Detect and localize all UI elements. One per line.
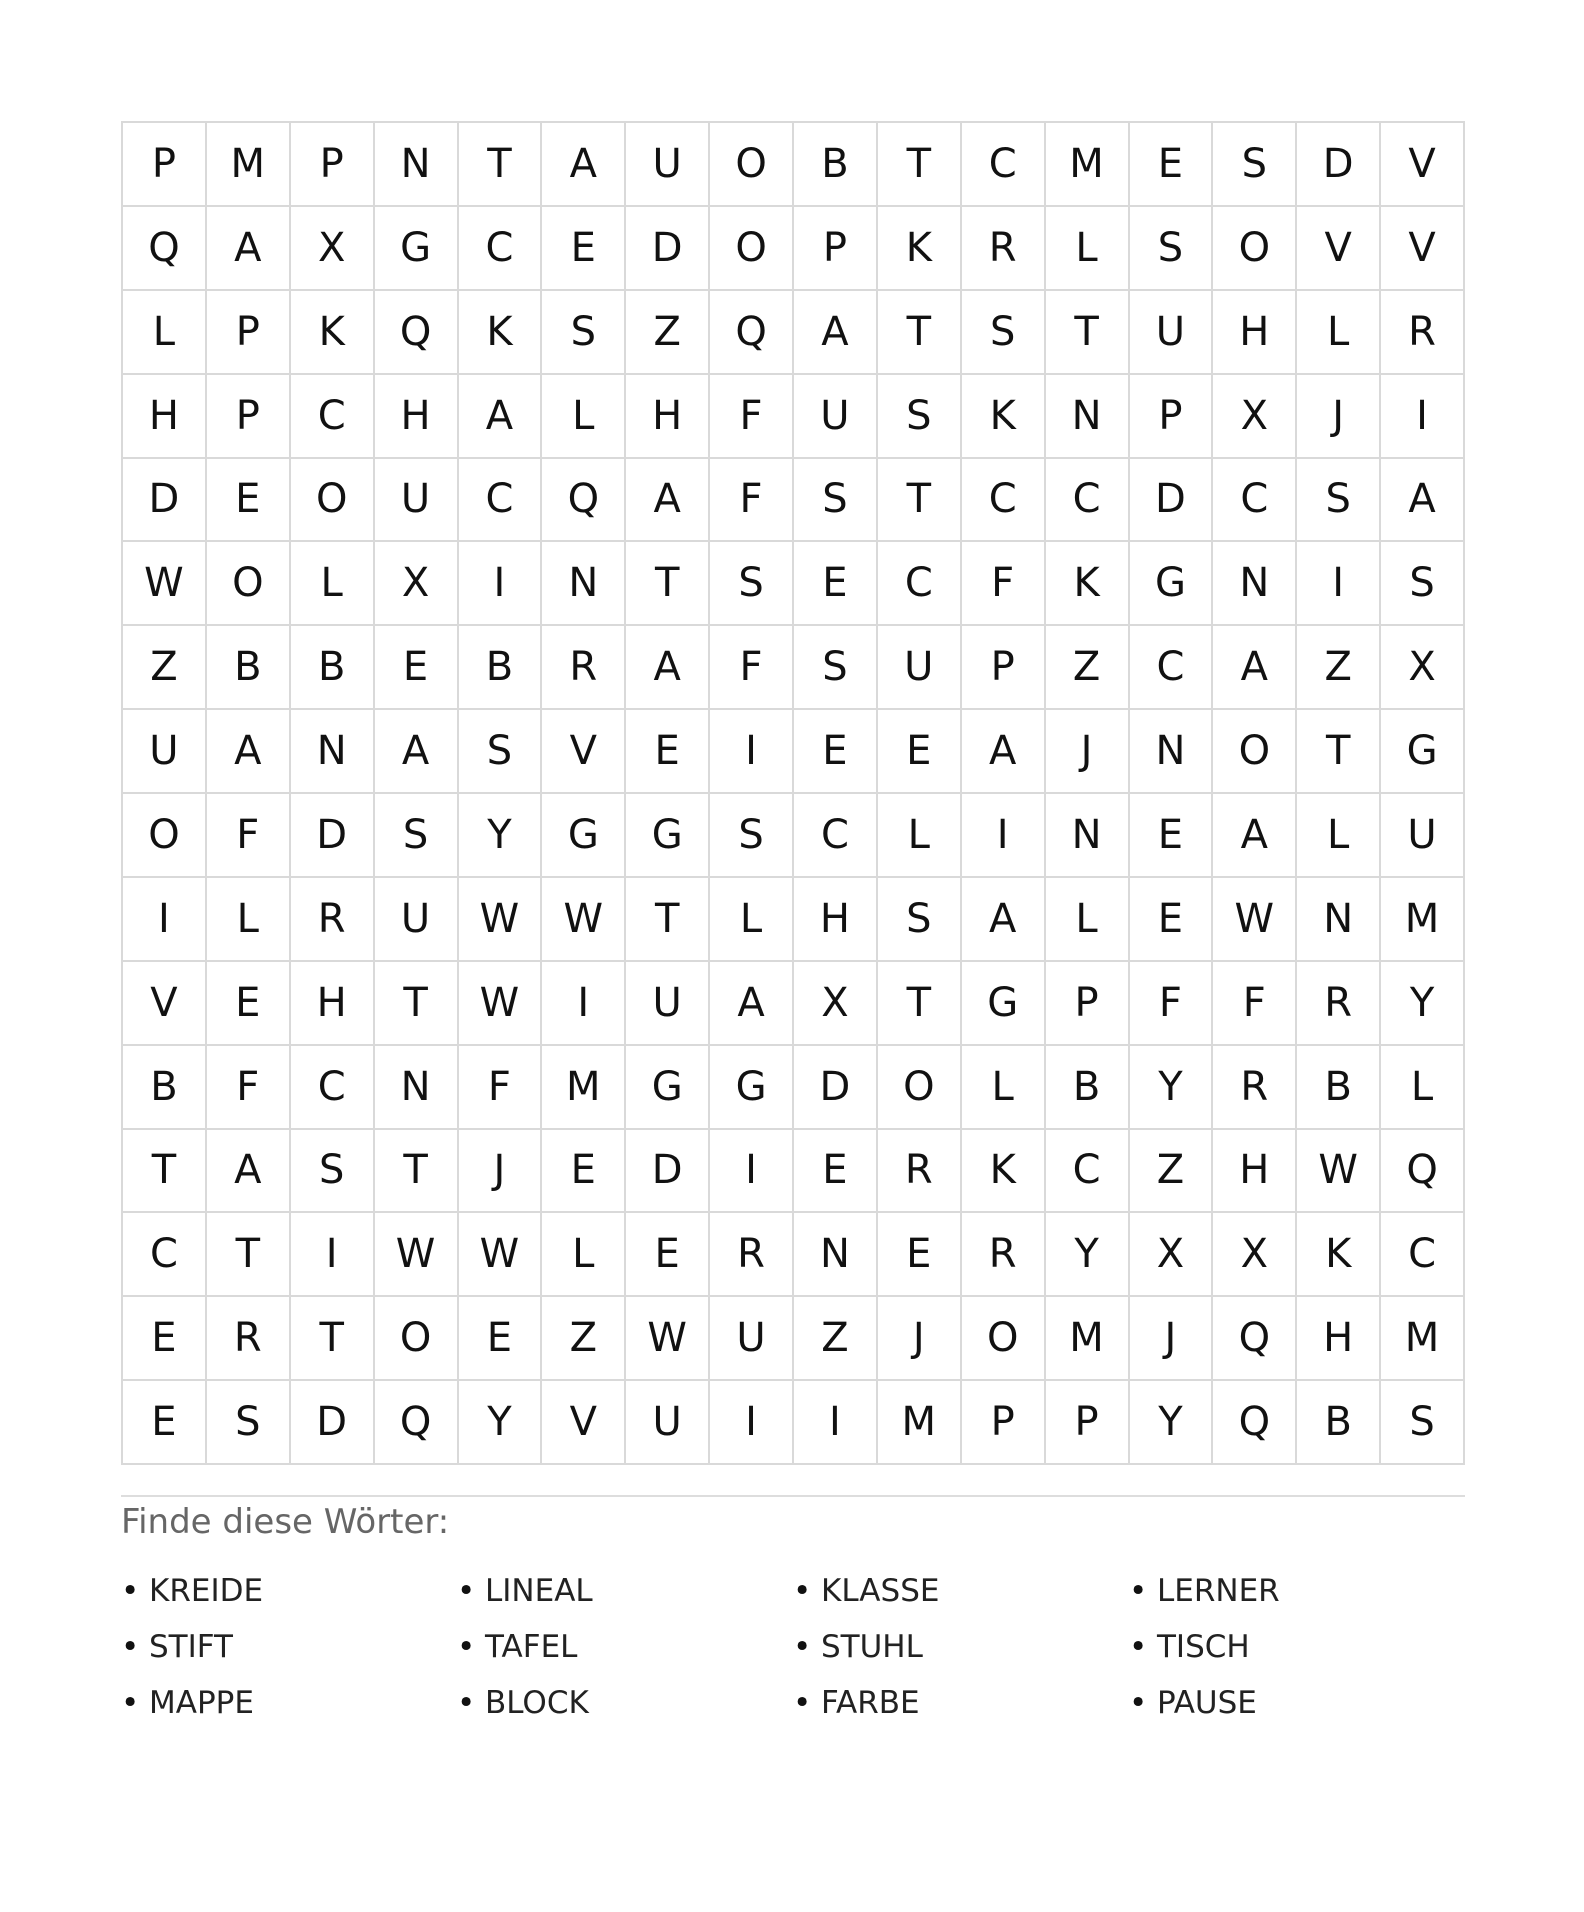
target-word: TISCH (1157, 1629, 1250, 1665)
grid-cell[interactable]: T (1297, 710, 1381, 794)
bullet-icon: • (457, 1629, 476, 1665)
grid-cell[interactable]: P (794, 207, 878, 291)
word-list-item (793, 1619, 1129, 1675)
grid-cell[interactable]: L (542, 1213, 626, 1297)
grid-cell[interactable]: W (459, 1213, 543, 1297)
word-list-item (457, 1675, 793, 1731)
grid-cell[interactable]: S (1297, 459, 1381, 543)
grid-cell[interactable]: I (542, 962, 626, 1046)
grid-cell[interactable]: U (794, 375, 878, 459)
grid-cell[interactable]: M (1046, 123, 1130, 207)
grid-cell[interactable]: A (962, 878, 1046, 962)
word-list-item (457, 1619, 793, 1675)
grid-cell[interactable]: W (459, 962, 543, 1046)
grid-cell[interactable]: I (123, 878, 207, 962)
grid-cell[interactable]: B (459, 626, 543, 710)
grid-cell[interactable]: Y (1130, 1381, 1214, 1465)
grid-cell[interactable]: S (710, 542, 794, 626)
grid-cell[interactable]: R (962, 207, 1046, 291)
grid-cell[interactable]: P (1046, 1381, 1130, 1465)
grid-cell[interactable]: N (1046, 794, 1130, 878)
grid-cell[interactable]: Q (710, 291, 794, 375)
grid-cell[interactable]: S (207, 1381, 291, 1465)
grid-cell[interactable]: U (1381, 794, 1465, 878)
grid-cell[interactable]: U (626, 1381, 710, 1465)
grid-cell[interactable]: D (626, 207, 710, 291)
grid-cell[interactable]: E (542, 1130, 626, 1214)
grid-cell[interactable]: O (1213, 207, 1297, 291)
grid-cell[interactable]: F (1130, 962, 1214, 1046)
bullet-icon: • (1129, 1573, 1148, 1609)
grid-cell[interactable]: X (291, 207, 375, 291)
word-list-item (121, 1619, 457, 1675)
grid-cell[interactable]: O (962, 1297, 1046, 1381)
grid-cell[interactable]: E (123, 1297, 207, 1381)
grid-cell[interactable]: A (1381, 459, 1465, 543)
grid-cell[interactable]: A (1213, 626, 1297, 710)
grid-cell[interactable]: C (123, 1213, 207, 1297)
grid-cell[interactable]: P (1046, 962, 1130, 1046)
grid-cell[interactable]: I (710, 1130, 794, 1214)
grid-cell[interactable]: T (878, 459, 962, 543)
bullet-icon: • (793, 1629, 812, 1665)
grid-cell[interactable]: F (710, 459, 794, 543)
grid-cell[interactable]: Q (1213, 1381, 1297, 1465)
grid-cell[interactable]: I (710, 1381, 794, 1465)
grid-cell[interactable]: C (1046, 459, 1130, 543)
target-word: STIFT (149, 1629, 233, 1665)
grid-cell[interactable]: C (1046, 1130, 1130, 1214)
grid-cell[interactable]: S (1130, 207, 1214, 291)
grid-cell[interactable]: O (291, 459, 375, 543)
grid-cell[interactable]: Q (1213, 1297, 1297, 1381)
grid-cell[interactable]: K (962, 375, 1046, 459)
grid-cell[interactable]: T (626, 542, 710, 626)
grid-cell[interactable]: U (375, 459, 459, 543)
bullet-icon: • (1129, 1685, 1148, 1721)
grid-cell[interactable]: D (291, 1381, 375, 1465)
grid-cell[interactable]: W (542, 878, 626, 962)
grid-cell[interactable]: A (626, 459, 710, 543)
divider (121, 1495, 1465, 1497)
target-word: FARBE (821, 1685, 920, 1721)
grid-cell[interactable]: U (375, 878, 459, 962)
grid-cell[interactable]: E (794, 710, 878, 794)
grid-cell[interactable]: M (878, 1381, 962, 1465)
grid-cell[interactable]: V (1381, 207, 1465, 291)
grid-cell[interactable]: C (962, 459, 1046, 543)
grid-cell[interactable]: M (207, 123, 291, 207)
grid-cell[interactable]: D (794, 1046, 878, 1130)
grid-cell[interactable]: A (962, 710, 1046, 794)
grid-cell[interactable]: T (123, 1130, 207, 1214)
grid-cell[interactable]: Z (1130, 1130, 1214, 1214)
grid-cell[interactable]: Q (542, 459, 626, 543)
grid-cell[interactable]: D (626, 1130, 710, 1214)
grid-cell[interactable]: H (291, 962, 375, 1046)
grid-cell[interactable]: Z (542, 1297, 626, 1381)
grid-cell[interactable]: E (626, 1213, 710, 1297)
grid-cell[interactable]: M (542, 1046, 626, 1130)
grid-cell[interactable]: N (291, 710, 375, 794)
grid-cell[interactable]: Q (375, 291, 459, 375)
grid-cell[interactable]: M (1381, 1297, 1465, 1381)
grid-cell[interactable]: R (291, 878, 375, 962)
grid-cell[interactable]: S (1381, 1381, 1465, 1465)
grid-cell[interactable]: K (878, 207, 962, 291)
grid-cell[interactable]: L (123, 291, 207, 375)
grid-cell[interactable]: Q (1381, 1130, 1465, 1214)
grid-cell[interactable]: A (207, 710, 291, 794)
grid-cell[interactable]: Y (1381, 962, 1465, 1046)
grid-cell[interactable]: T (459, 123, 543, 207)
grid-cell[interactable]: E (626, 710, 710, 794)
grid-cell[interactable]: S (878, 878, 962, 962)
grid-cell[interactable]: I (1297, 542, 1381, 626)
grid-cell[interactable]: U (710, 1297, 794, 1381)
grid-cell[interactable]: L (1297, 794, 1381, 878)
grid-cell[interactable]: L (1297, 291, 1381, 375)
grid-cell[interactable]: R (542, 626, 626, 710)
grid-cell[interactable]: A (794, 291, 878, 375)
grid-cell[interactable]: G (710, 1046, 794, 1130)
grid-cell[interactable]: M (1381, 878, 1465, 962)
grid-cell[interactable]: Z (1297, 626, 1381, 710)
grid-cell[interactable]: L (291, 542, 375, 626)
grid-cell[interactable]: T (1046, 291, 1130, 375)
grid-cell[interactable]: C (459, 459, 543, 543)
grid-cell[interactable]: S (962, 291, 1046, 375)
grid-cell[interactable]: G (962, 962, 1046, 1046)
grid-cell[interactable]: O (710, 207, 794, 291)
target-word: LINEAL (485, 1573, 593, 1609)
grid-cell[interactable]: E (459, 1297, 543, 1381)
grid-cell[interactable]: L (962, 1046, 1046, 1130)
grid-cell[interactable]: J (1297, 375, 1381, 459)
grid-cell[interactable]: K (962, 1130, 1046, 1214)
grid-cell[interactable]: S (291, 1130, 375, 1214)
grid-cell[interactable]: B (1297, 1046, 1381, 1130)
grid-cell[interactable]: L (1046, 207, 1130, 291)
grid-cell[interactable]: I (710, 710, 794, 794)
grid-cell[interactable]: W (1297, 1130, 1381, 1214)
grid-cell[interactable]: B (291, 626, 375, 710)
bullet-icon: • (121, 1685, 140, 1721)
grid-cell[interactable]: V (542, 710, 626, 794)
grid-cell[interactable]: I (794, 1381, 878, 1465)
grid-cell[interactable]: R (1213, 1046, 1297, 1130)
grid-cell[interactable]: E (878, 1213, 962, 1297)
grid-cell[interactable]: G (542, 794, 626, 878)
target-word: KREIDE (149, 1573, 264, 1609)
grid-cell[interactable]: E (207, 459, 291, 543)
grid-cell[interactable]: T (878, 962, 962, 1046)
grid-cell[interactable]: Q (123, 207, 207, 291)
grid-cell[interactable]: O (375, 1297, 459, 1381)
grid-cell[interactable]: R (962, 1213, 1046, 1297)
word-list-item (121, 1675, 457, 1731)
bullet-icon: • (121, 1573, 140, 1609)
grid-cell[interactable]: W (626, 1297, 710, 1381)
grid-cell[interactable]: L (542, 375, 626, 459)
grid-cell[interactable]: T (878, 123, 962, 207)
grid-cell[interactable]: R (1297, 962, 1381, 1046)
grid-cell[interactable]: J (459, 1130, 543, 1214)
grid-cell[interactable]: H (1213, 291, 1297, 375)
grid-cell[interactable]: G (626, 1046, 710, 1130)
grid-cell[interactable]: C (459, 207, 543, 291)
grid-cell[interactable]: N (1046, 375, 1130, 459)
target-word: KLASSE (821, 1573, 940, 1609)
grid-cell[interactable]: B (123, 1046, 207, 1130)
grid-cell[interactable]: H (375, 375, 459, 459)
bullet-icon: • (793, 1573, 812, 1609)
grid-cell[interactable]: A (207, 207, 291, 291)
grid-cell[interactable]: L (710, 878, 794, 962)
grid-cell[interactable]: T (291, 1297, 375, 1381)
target-word: BLOCK (485, 1685, 589, 1721)
grid-cell[interactable]: O (878, 1046, 962, 1130)
word-list-item (121, 1563, 457, 1619)
grid-cell[interactable]: L (207, 878, 291, 962)
grid-cell[interactable]: H (1213, 1130, 1297, 1214)
word-list-heading: Finde diese Wörter: (121, 1502, 450, 1542)
grid-cell[interactable]: E (1130, 794, 1214, 878)
grid-cell[interactable]: Y (1130, 1046, 1214, 1130)
grid-cell[interactable]: P (207, 375, 291, 459)
grid-cell[interactable]: T (375, 962, 459, 1046)
grid-cell[interactable]: F (207, 794, 291, 878)
grid-cell[interactable]: D (123, 459, 207, 543)
word-list-item (1129, 1563, 1465, 1619)
grid-cell[interactable]: U (626, 962, 710, 1046)
grid-cell[interactable]: P (1130, 375, 1214, 459)
grid-cell[interactable]: L (1381, 1046, 1465, 1130)
grid-cell[interactable]: U (878, 626, 962, 710)
grid-cell[interactable]: F (710, 626, 794, 710)
grid-cell[interactable]: H (1297, 1297, 1381, 1381)
grid-cell[interactable]: B (207, 626, 291, 710)
grid-cell[interactable]: D (1130, 459, 1214, 543)
grid-cell[interactable]: N (1130, 710, 1214, 794)
grid-cell[interactable]: J (1046, 710, 1130, 794)
grid-cell[interactable]: A (626, 626, 710, 710)
grid-cell[interactable]: C (1213, 459, 1297, 543)
grid-cell[interactable]: G (1381, 710, 1465, 794)
grid-cell[interactable]: E (123, 1381, 207, 1465)
grid-cell[interactable]: P (207, 291, 291, 375)
grid-cell[interactable]: X (794, 962, 878, 1046)
grid-cell[interactable]: Q (375, 1381, 459, 1465)
grid-cell[interactable]: N (1213, 542, 1297, 626)
grid-cell[interactable]: B (1046, 1046, 1130, 1130)
grid-cell[interactable]: G (375, 207, 459, 291)
grid-cell[interactable]: I (459, 542, 543, 626)
bullet-icon: • (1129, 1629, 1148, 1665)
grid-cell[interactable]: J (1130, 1297, 1214, 1381)
grid-cell[interactable]: P (962, 1381, 1046, 1465)
grid-cell[interactable]: F (962, 542, 1046, 626)
target-word: LERNER (1157, 1573, 1280, 1609)
grid-cell[interactable]: R (710, 1213, 794, 1297)
bullet-icon: • (121, 1629, 140, 1665)
grid-cell[interactable]: O (1213, 710, 1297, 794)
grid-cell[interactable]: X (1213, 1213, 1297, 1297)
target-word: TAFEL (485, 1629, 578, 1665)
grid-cell[interactable]: F (1213, 962, 1297, 1046)
grid-cell[interactable]: W (123, 542, 207, 626)
grid-cell[interactable]: U (123, 710, 207, 794)
grid-cell[interactable]: D (291, 794, 375, 878)
grid-cell[interactable]: W (459, 878, 543, 962)
grid-cell[interactable]: V (1381, 123, 1465, 207)
grid-cell[interactable]: N (542, 542, 626, 626)
grid-cell[interactable]: C (291, 1046, 375, 1130)
word-list-item (1129, 1675, 1465, 1731)
grid-cell[interactable]: V (1297, 207, 1381, 291)
grid-cell[interactable]: W (1213, 878, 1297, 962)
grid-cell[interactable]: V (542, 1381, 626, 1465)
grid-cell[interactable]: I (1381, 375, 1465, 459)
puzzle-grid (121, 121, 1465, 1465)
grid-cell[interactable]: U (1130, 291, 1214, 375)
grid-cell[interactable]: O (207, 542, 291, 626)
grid-cell[interactable]: F (710, 375, 794, 459)
grid-cell[interactable]: K (459, 291, 543, 375)
target-word: PAUSE (1157, 1685, 1257, 1721)
grid-cell[interactable]: O (710, 123, 794, 207)
target-word: STUHL (821, 1629, 923, 1665)
grid-cell[interactable]: G (1130, 542, 1214, 626)
grid-cell[interactable]: Z (1046, 626, 1130, 710)
grid-cell[interactable]: S (1213, 123, 1297, 207)
grid-cell[interactable]: I (962, 794, 1046, 878)
grid-cell[interactable]: B (1297, 1381, 1381, 1465)
grid-cell[interactable]: Z (626, 291, 710, 375)
grid-cell[interactable]: X (1130, 1213, 1214, 1297)
grid-cell[interactable]: E (1130, 123, 1214, 207)
grid-cell[interactable]: C (962, 123, 1046, 207)
grid-cell[interactable]: E (375, 626, 459, 710)
grid-cell[interactable]: S (459, 710, 543, 794)
grid-cell[interactable]: K (1046, 542, 1130, 626)
grid-cell[interactable]: A (207, 1130, 291, 1214)
grid-cell[interactable]: T (878, 291, 962, 375)
grid-cell[interactable]: X (375, 542, 459, 626)
grid-cell[interactable]: D (1297, 123, 1381, 207)
grid-cell[interactable]: Y (459, 1381, 543, 1465)
grid-cell[interactable]: P (291, 123, 375, 207)
grid-cell[interactable]: E (1130, 878, 1214, 962)
grid-cell[interactable]: S (878, 375, 962, 459)
grid-cell[interactable]: T (375, 1130, 459, 1214)
word-list-item (793, 1675, 1129, 1731)
target-word: MAPPE (149, 1685, 254, 1721)
grid-cell[interactable]: C (794, 794, 878, 878)
grid-cell[interactable]: R (1381, 291, 1465, 375)
grid-cell[interactable]: A (375, 710, 459, 794)
grid-cell[interactable]: K (1297, 1213, 1381, 1297)
grid-cell[interactable]: L (878, 794, 962, 878)
grid-cell[interactable]: P (123, 123, 207, 207)
grid-cell[interactable]: A (459, 375, 543, 459)
grid-cell[interactable]: R (878, 1130, 962, 1214)
grid-cell[interactable]: Y (1046, 1213, 1130, 1297)
grid-cell[interactable]: B (794, 123, 878, 207)
bullet-icon: • (457, 1685, 476, 1721)
grid-cell[interactable]: N (375, 123, 459, 207)
grid-cell[interactable]: S (794, 626, 878, 710)
grid-cell[interactable]: U (626, 123, 710, 207)
grid-cell[interactable]: J (878, 1297, 962, 1381)
grid-cell[interactable]: T (207, 1213, 291, 1297)
grid-cell[interactable]: C (1130, 626, 1214, 710)
grid-cell[interactable]: S (1381, 542, 1465, 626)
grid-cell[interactable]: Z (794, 1297, 878, 1381)
grid-cell[interactable]: H (626, 375, 710, 459)
grid-cell[interactable]: E (794, 542, 878, 626)
grid-cell[interactable]: N (1297, 878, 1381, 962)
grid-cell[interactable]: Z (123, 626, 207, 710)
grid-cell[interactable]: C (878, 542, 962, 626)
bullet-icon: • (457, 1573, 476, 1609)
grid-cell[interactable]: N (375, 1046, 459, 1130)
grid-cell[interactable]: I (291, 1213, 375, 1297)
grid-cell[interactable]: S (375, 794, 459, 878)
grid-cell[interactable]: E (207, 962, 291, 1046)
grid-cell[interactable]: L (1046, 878, 1130, 962)
grid-cell[interactable]: F (459, 1046, 543, 1130)
grid-cell[interactable]: P (962, 626, 1046, 710)
grid-cell[interactable]: X (1213, 375, 1297, 459)
grid-cell[interactable]: M (1046, 1297, 1130, 1381)
grid-cell[interactable]: S (542, 291, 626, 375)
grid-cell[interactable]: G (626, 794, 710, 878)
grid-cell[interactable]: H (123, 375, 207, 459)
grid-cell[interactable]: E (794, 1130, 878, 1214)
grid-cell[interactable]: S (794, 459, 878, 543)
grid-cell[interactable]: O (123, 794, 207, 878)
grid-cell[interactable]: W (375, 1213, 459, 1297)
grid-cell[interactable]: T (626, 878, 710, 962)
grid-cell[interactable]: E (878, 710, 962, 794)
grid-cell[interactable]: X (1381, 626, 1465, 710)
word-list-item (457, 1563, 793, 1619)
grid-cell[interactable]: Y (459, 794, 543, 878)
grid-cell[interactable]: R (207, 1297, 291, 1381)
grid-cell[interactable]: A (1213, 794, 1297, 878)
grid-cell[interactable]: V (123, 962, 207, 1046)
grid-cell[interactable]: A (542, 123, 626, 207)
grid-cell[interactable]: C (1381, 1213, 1465, 1297)
bullet-icon: • (793, 1685, 812, 1721)
word-list (121, 1563, 1465, 1731)
grid-cell[interactable]: C (291, 375, 375, 459)
grid-cell[interactable]: N (794, 1213, 878, 1297)
grid-cell[interactable]: H (794, 878, 878, 962)
grid-cell[interactable]: K (291, 291, 375, 375)
word-list-item (1129, 1619, 1465, 1675)
grid-cell[interactable]: A (710, 962, 794, 1046)
grid-cell[interactable]: F (207, 1046, 291, 1130)
grid-cell[interactable]: E (542, 207, 626, 291)
word-list-item (793, 1563, 1129, 1619)
grid-cell[interactable]: S (710, 794, 794, 878)
